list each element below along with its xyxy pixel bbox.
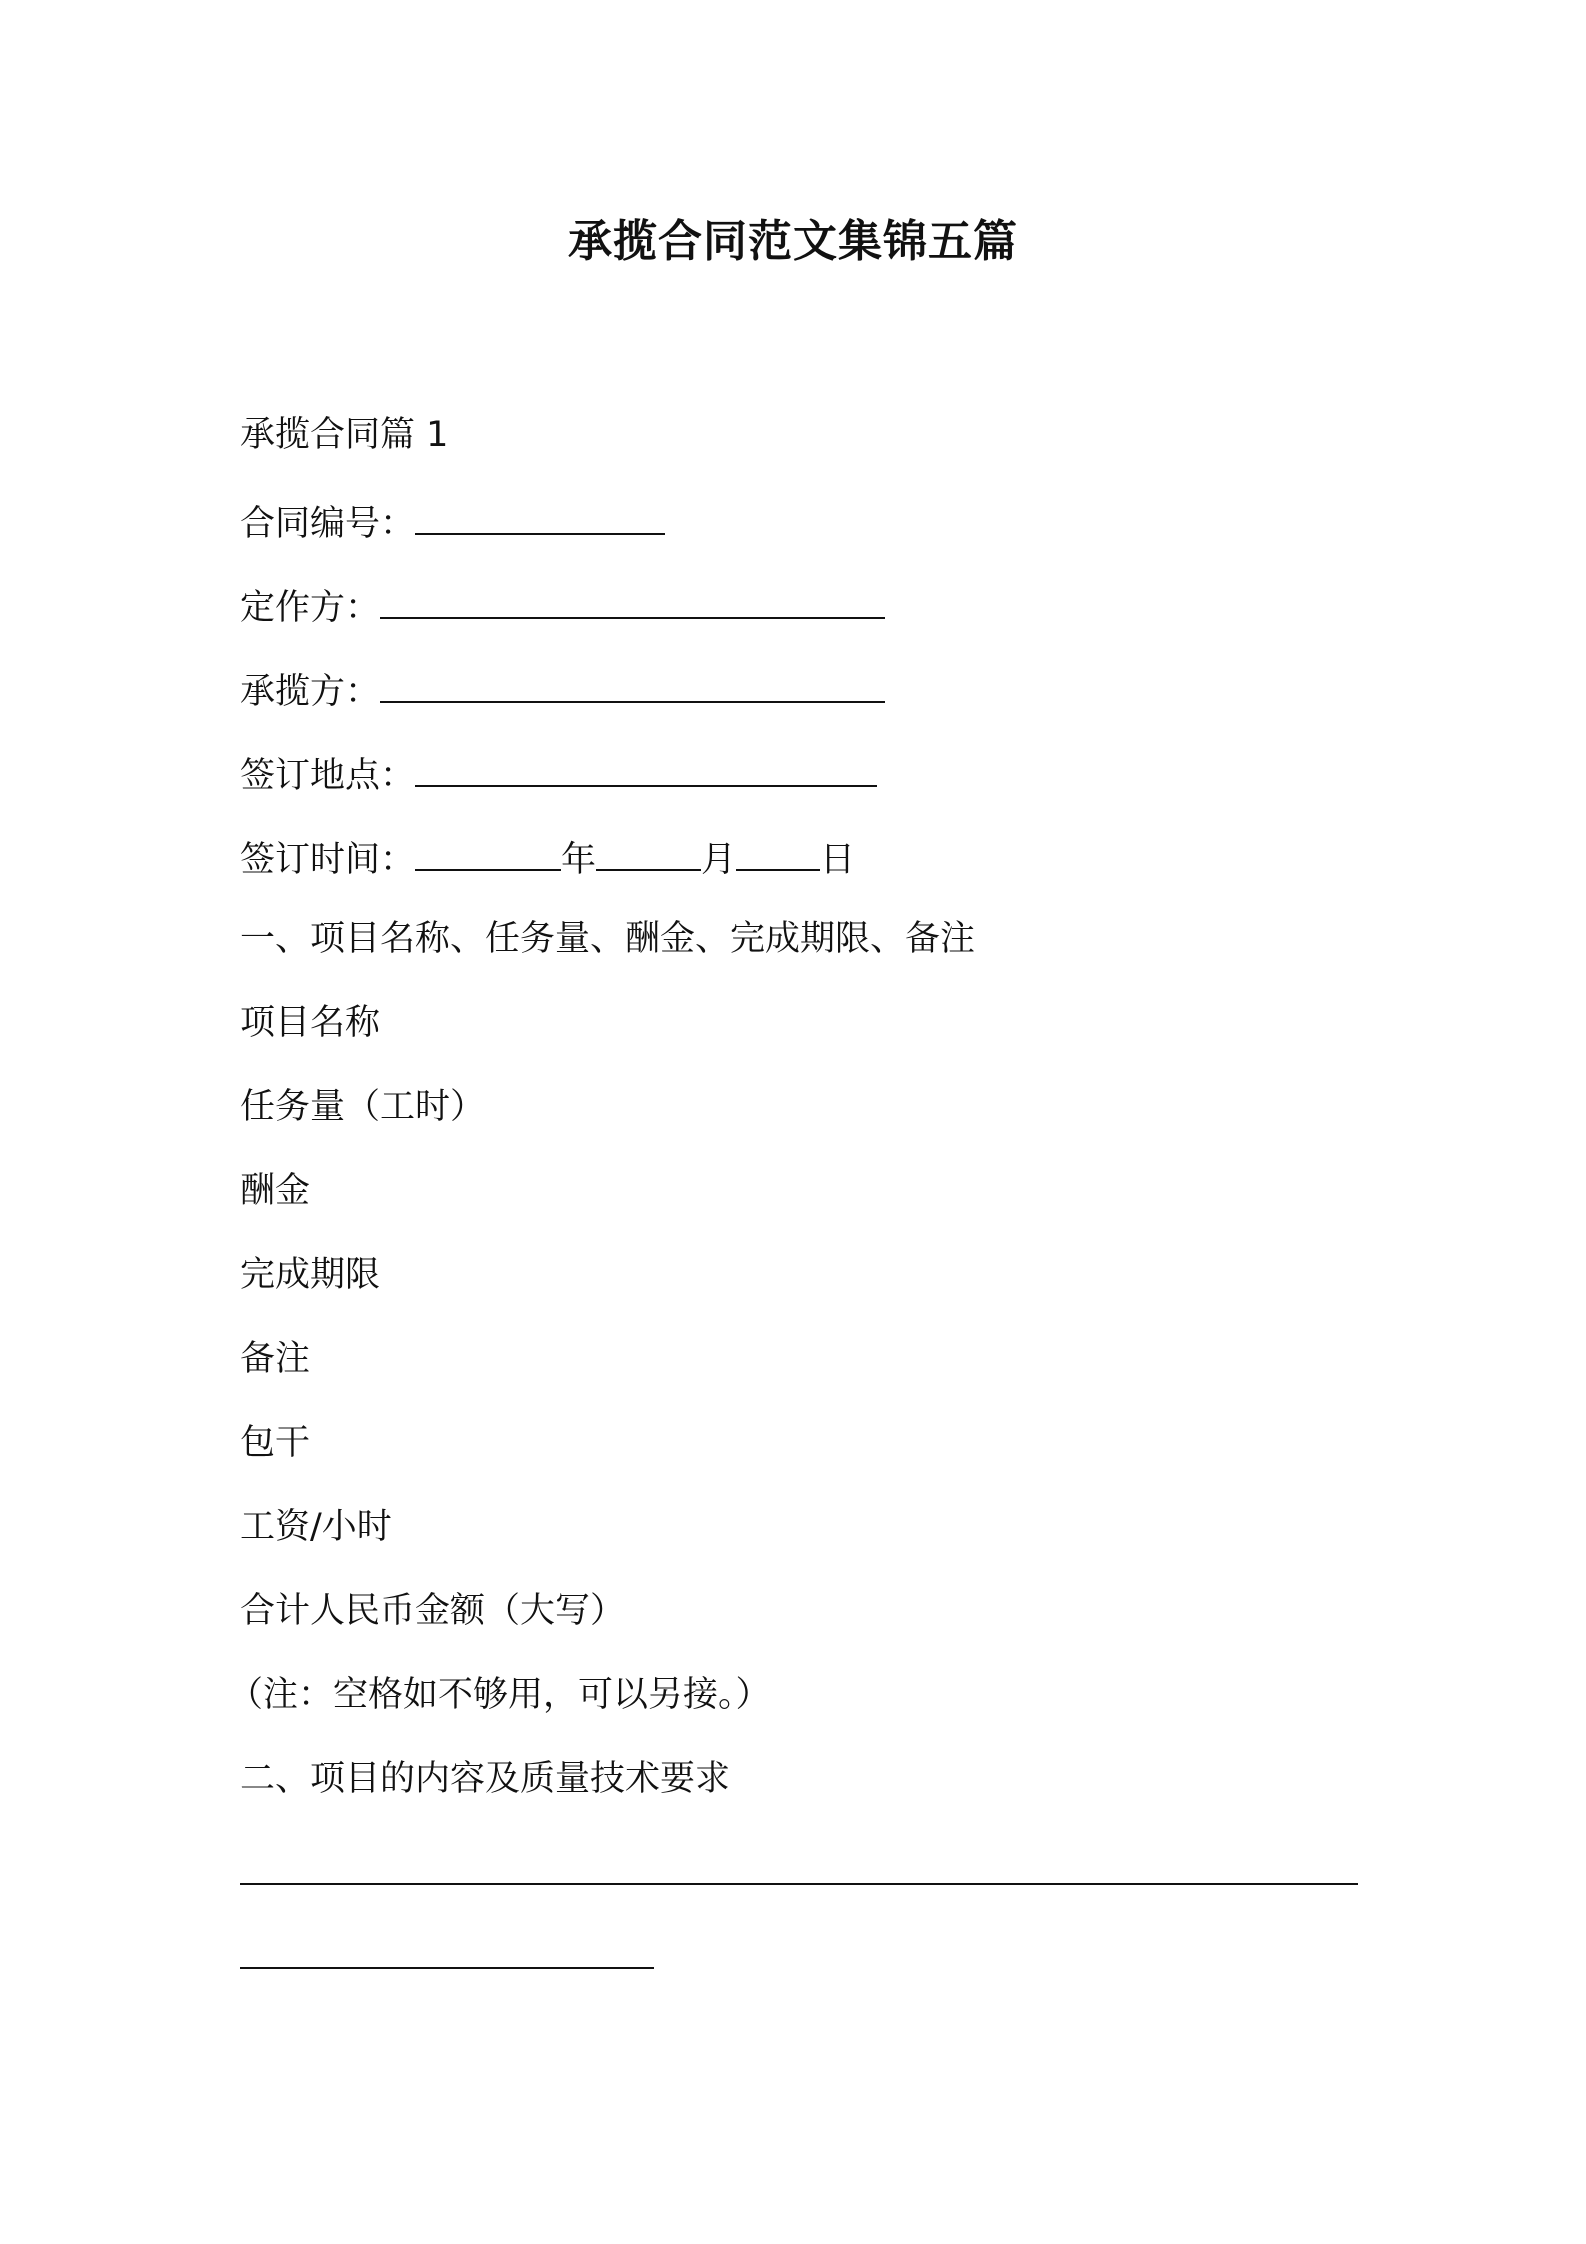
remuneration-text: 酬金	[240, 1171, 311, 1211]
item1-line	[240, 1329, 1380, 1413]
day-label: 日	[820, 840, 856, 880]
item1-heading	[240, 909, 1380, 993]
contractor-label: 承揽方：	[240, 672, 381, 712]
section-heading-text: 承揽合同篇 1	[240, 415, 449, 455]
note-text: （注：空格如不够用，可以另接。）	[228, 1675, 771, 1715]
contract-no-row	[240, 489, 1380, 573]
hourly-wage-text: 工资/小时	[240, 1507, 392, 1547]
month-label: 月	[701, 840, 737, 880]
fill-in-line	[240, 1833, 1380, 1917]
item1-line	[240, 1077, 1380, 1161]
total-amount-text: 合计人民币金额（大写）	[240, 1591, 626, 1631]
lump-sum-text: 包干	[240, 1423, 311, 1463]
year-label: 年	[561, 840, 597, 880]
client-blank	[380, 573, 885, 619]
section-heading	[240, 405, 1380, 489]
fill-in-rule-long	[240, 1883, 1358, 1885]
month-blank	[596, 825, 701, 871]
place-blank	[415, 741, 877, 787]
client-row	[240, 573, 1380, 657]
fill-in-rule-short	[240, 1967, 654, 1969]
document-body	[228, 405, 1380, 2001]
document-title: 承揽合同范文集锦五篇	[568, 216, 1018, 267]
item1-line	[240, 1497, 1380, 1581]
contract-no-blank	[415, 489, 665, 535]
contractor-blank	[380, 657, 885, 703]
time-label: 签订时间：	[240, 840, 416, 880]
item1-line	[240, 1581, 1380, 1665]
fill-in-line	[240, 1917, 1380, 2001]
workload-text: 任务量（工时）	[240, 1087, 486, 1127]
item1-heading-text: 一、项目名称、任务量、酬金、完成期限、备注	[240, 919, 976, 959]
day-blank	[736, 825, 820, 871]
item2-heading-text: 二、项目的内容及质量技术要求	[240, 1759, 731, 1799]
year-blank	[415, 825, 561, 871]
place-row	[240, 741, 1380, 825]
item1-line	[240, 993, 1380, 1077]
item1-line	[240, 1245, 1380, 1329]
item1-line	[228, 1665, 1380, 1749]
contractor-row	[240, 657, 1380, 741]
time-row	[240, 825, 1380, 909]
client-label: 定作方：	[240, 588, 381, 628]
project-name-text: 项目名称	[240, 1003, 381, 1043]
contract-no-label: 合同编号：	[240, 504, 416, 544]
deadline-text: 完成期限	[240, 1255, 381, 1295]
item1-line	[240, 1161, 1380, 1245]
place-label: 签订地点：	[240, 756, 416, 796]
item1-line	[240, 1413, 1380, 1497]
remarks-text: 备注	[240, 1339, 311, 1379]
item2-heading	[240, 1749, 1380, 1833]
